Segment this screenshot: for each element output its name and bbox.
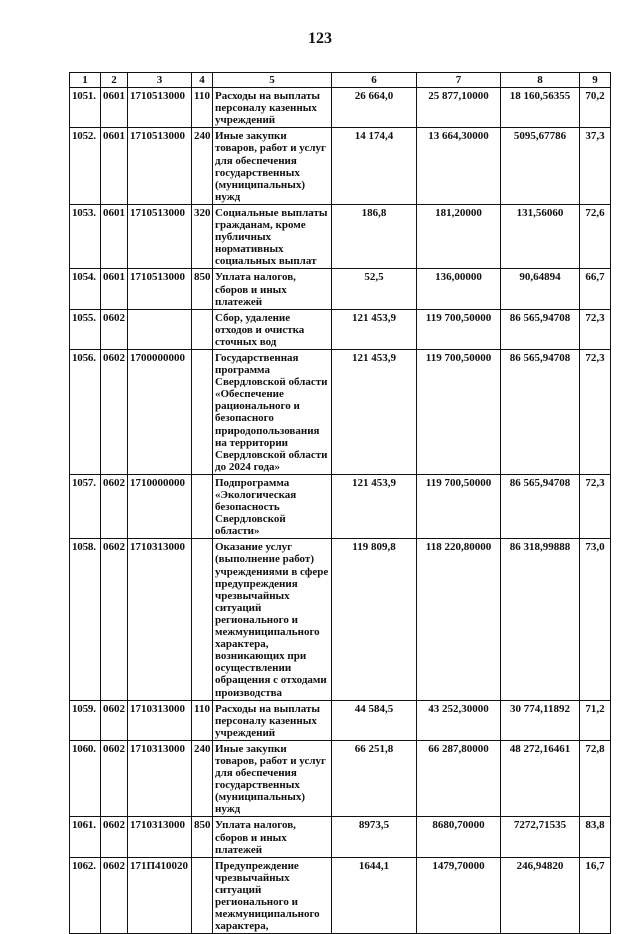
amount-col7: 119 700,50000 bbox=[417, 349, 501, 474]
amount-col6: 121 453,9 bbox=[332, 474, 417, 538]
row-number: 1055. bbox=[70, 309, 101, 349]
row-number: 1056. bbox=[70, 349, 101, 474]
section-code: 0602 bbox=[101, 817, 128, 857]
expense-type bbox=[192, 349, 213, 474]
amount-col7: 119 700,50000 bbox=[417, 474, 501, 538]
amount-col8: 5095,67786 bbox=[501, 128, 580, 205]
amount-col7: 13 664,30000 bbox=[417, 128, 501, 205]
expense-type: 110 bbox=[192, 88, 213, 128]
table-row bbox=[70, 700, 611, 740]
amount-col6: 186,8 bbox=[332, 204, 417, 268]
table-row bbox=[70, 740, 611, 817]
row-number: 1054. bbox=[70, 269, 101, 309]
item-name: Оказание услуг (выполнение работ) учреждениями в сфере предупреждения чрезвычайных ситуаций регионального и межмуниципального характера, возникающих при осуществлении обращения с отходами производства bbox=[213, 539, 332, 700]
section-code: 0602 bbox=[101, 349, 128, 474]
column-header-7: 7 bbox=[417, 73, 501, 88]
target-article: 1700000000 bbox=[128, 349, 192, 474]
table-header-row bbox=[70, 73, 611, 88]
table-row bbox=[70, 269, 611, 309]
item-name: Государственная программа Свердловской области «Обеспечение рационального и безопасного природопользования на территории Свердловской области до 2024 года» bbox=[213, 349, 332, 474]
item-name: Иные закупки товаров, работ и услуг для обеспечения государственных (муниципальных) нужд bbox=[213, 128, 332, 205]
target-article: 1710513000 bbox=[128, 88, 192, 128]
expense-type: 240 bbox=[192, 128, 213, 205]
expense-type: 240 bbox=[192, 740, 213, 817]
table-row bbox=[70, 539, 611, 700]
item-name: Расходы на выплаты персоналу казенных учреждений bbox=[213, 700, 332, 740]
section-code: 0601 bbox=[101, 269, 128, 309]
table-body bbox=[70, 88, 611, 934]
percent-col9: 83,8 bbox=[580, 817, 611, 857]
table-row bbox=[70, 309, 611, 349]
percent-col9: 72,6 bbox=[580, 204, 611, 268]
amount-col8: 90,64894 bbox=[501, 269, 580, 309]
expense-type bbox=[192, 539, 213, 700]
target-article bbox=[128, 309, 192, 349]
amount-col6: 44 584,5 bbox=[332, 700, 417, 740]
amount-col8: 7272,71535 bbox=[501, 817, 580, 857]
percent-col9: 72,3 bbox=[580, 474, 611, 538]
amount-col8: 246,94820 bbox=[501, 857, 580, 934]
amount-col7: 136,00000 bbox=[417, 269, 501, 309]
item-name: Уплата налогов, сборов и иных платежей bbox=[213, 269, 332, 309]
expense-type bbox=[192, 857, 213, 934]
column-header-6: 6 bbox=[332, 73, 417, 88]
amount-col8: 18 160,56355 bbox=[501, 88, 580, 128]
item-name: Социальные выплаты гражданам, кроме публичных нормативных социальных выплат bbox=[213, 204, 332, 268]
amount-col7: 43 252,30000 bbox=[417, 700, 501, 740]
row-number: 1053. bbox=[70, 204, 101, 268]
section-code: 0602 bbox=[101, 740, 128, 817]
amount-col6: 14 174,4 bbox=[332, 128, 417, 205]
budget-table bbox=[69, 72, 611, 934]
table-row bbox=[70, 857, 611, 934]
target-article: 1710513000 bbox=[128, 128, 192, 205]
amount-col6: 8973,5 bbox=[332, 817, 417, 857]
amount-col7: 1479,70000 bbox=[417, 857, 501, 934]
target-article: 1710313000 bbox=[128, 539, 192, 700]
amount-col8: 86 318,99888 bbox=[501, 539, 580, 700]
percent-col9: 37,3 bbox=[580, 128, 611, 205]
row-number: 1058. bbox=[70, 539, 101, 700]
table-row bbox=[70, 817, 611, 857]
item-name: Иные закупки товаров, работ и услуг для обеспечения государственных (муниципальных) нужд bbox=[213, 740, 332, 817]
amount-col8: 48 272,16461 bbox=[501, 740, 580, 817]
amount-col7: 25 877,10000 bbox=[417, 88, 501, 128]
column-header-5: 5 bbox=[213, 73, 332, 88]
expense-type: 850 bbox=[192, 817, 213, 857]
expense-type bbox=[192, 474, 213, 538]
table-row bbox=[70, 128, 611, 205]
row-number: 1061. bbox=[70, 817, 101, 857]
column-header-8: 8 bbox=[501, 73, 580, 88]
section-code: 0601 bbox=[101, 128, 128, 205]
item-name: Предупреждение чрезвычайных ситуаций регионального и межмуниципального характера, bbox=[213, 857, 332, 934]
amount-col6: 121 453,9 bbox=[332, 309, 417, 349]
amount-col6: 119 809,8 bbox=[332, 539, 417, 700]
row-number: 1060. bbox=[70, 740, 101, 817]
amount-col8: 30 774,11892 bbox=[501, 700, 580, 740]
item-name: Уплата налогов, сборов и иных платежей bbox=[213, 817, 332, 857]
percent-col9: 16,7 bbox=[580, 857, 611, 934]
percent-col9: 66,7 bbox=[580, 269, 611, 309]
column-header-3: 3 bbox=[128, 73, 192, 88]
percent-col9: 72,8 bbox=[580, 740, 611, 817]
percent-col9: 70,2 bbox=[580, 88, 611, 128]
row-number: 1057. bbox=[70, 474, 101, 538]
target-article: 1710000000 bbox=[128, 474, 192, 538]
expense-type: 320 bbox=[192, 204, 213, 268]
amount-col7: 66 287,80000 bbox=[417, 740, 501, 817]
amount-col8: 86 565,94708 bbox=[501, 474, 580, 538]
item-name: Расходы на выплаты персоналу казенных учреждений bbox=[213, 88, 332, 128]
table-row bbox=[70, 88, 611, 128]
amount-col6: 26 664,0 bbox=[332, 88, 417, 128]
amount-col7: 181,20000 bbox=[417, 204, 501, 268]
amount-col6: 1644,1 bbox=[332, 857, 417, 934]
section-code: 0602 bbox=[101, 309, 128, 349]
column-header-4: 4 bbox=[192, 73, 213, 88]
target-article: 171П410020 bbox=[128, 857, 192, 934]
column-header-1: 1 bbox=[70, 73, 101, 88]
table-row bbox=[70, 349, 611, 474]
target-article: 1710513000 bbox=[128, 269, 192, 309]
expense-type bbox=[192, 309, 213, 349]
expense-type: 850 bbox=[192, 269, 213, 309]
amount-col8: 86 565,94708 bbox=[501, 309, 580, 349]
column-header-9: 9 bbox=[580, 73, 611, 88]
item-name: Подпрограмма «Экологическая безопасность Свердловской области» bbox=[213, 474, 332, 538]
percent-col9: 72,3 bbox=[580, 349, 611, 474]
percent-col9: 73,0 bbox=[580, 539, 611, 700]
amount-col7: 8680,70000 bbox=[417, 817, 501, 857]
column-header-2: 2 bbox=[101, 73, 128, 88]
amount-col7: 118 220,80000 bbox=[417, 539, 501, 700]
target-article: 1710513000 bbox=[128, 204, 192, 268]
row-number: 1062. bbox=[70, 857, 101, 934]
row-number: 1051. bbox=[70, 88, 101, 128]
expense-type: 110 bbox=[192, 700, 213, 740]
section-code: 0602 bbox=[101, 539, 128, 700]
amount-col6: 121 453,9 bbox=[332, 349, 417, 474]
amount-col6: 66 251,8 bbox=[332, 740, 417, 817]
row-number: 1052. bbox=[70, 128, 101, 205]
target-article: 1710313000 bbox=[128, 700, 192, 740]
amount-col8: 86 565,94708 bbox=[501, 349, 580, 474]
percent-col9: 71,2 bbox=[580, 700, 611, 740]
section-code: 0602 bbox=[101, 857, 128, 934]
amount-col8: 131,56060 bbox=[501, 204, 580, 268]
target-article: 1710313000 bbox=[128, 817, 192, 857]
page-number: 123 bbox=[308, 30, 332, 47]
table-row bbox=[70, 474, 611, 538]
section-code: 0601 bbox=[101, 88, 128, 128]
percent-col9: 72,3 bbox=[580, 309, 611, 349]
amount-col6: 52,5 bbox=[332, 269, 417, 309]
item-name: Сбор, удаление отходов и очистка сточных вод bbox=[213, 309, 332, 349]
section-code: 0601 bbox=[101, 204, 128, 268]
target-article: 1710313000 bbox=[128, 740, 192, 817]
section-code: 0602 bbox=[101, 474, 128, 538]
amount-col7: 119 700,50000 bbox=[417, 309, 501, 349]
table-row bbox=[70, 204, 611, 268]
row-number: 1059. bbox=[70, 700, 101, 740]
section-code: 0602 bbox=[101, 700, 128, 740]
